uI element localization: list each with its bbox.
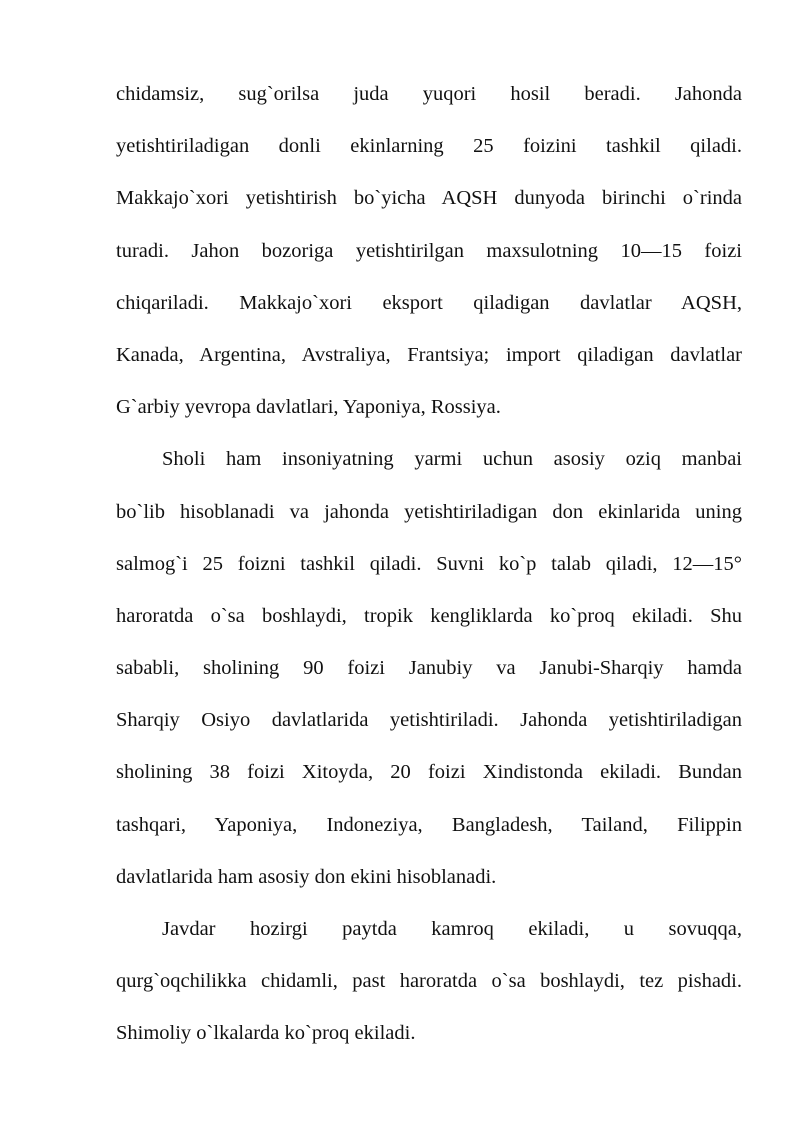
text-line: davlatlarida ham asosiy don ekini hisoblanadi. <box>116 865 497 888</box>
text-line: sababli, sholining 90 foizi Janubiy va Janubi-Sharqiy hamda <box>116 657 742 680</box>
text-line: bo`lib hisoblanadi va jahonda yetishtiriladigan don ekinlarida uning <box>116 500 742 523</box>
paragraph-maize <box>116 68 742 433</box>
text-line: Sholi ham insoniyatning yarmi uchun asosiy oziq manbai <box>162 448 742 471</box>
text-line: Makkajo`xori yetishtirish bo`yicha AQSH dunyoda birinchi o`rinda <box>116 187 742 210</box>
text-line: Shimoliy o`lkalarda ko`proq ekiladi. <box>116 1022 416 1045</box>
text-line: chidamsiz, sug`orilsa juda yuqori hosil beradi. Jahonda <box>116 83 742 105</box>
text-line: Javdar hozirgi paytda kamroq ekiladi, u sovuqqa, <box>162 918 742 940</box>
document-page <box>116 68 742 1060</box>
text-line: yetishtiriladigan donli ekinlarning 25 foizini tashkil qiladi. <box>116 135 742 158</box>
text-line: haroratda o`sa boshlaydi, tropik kengliklarda ko`proq ekiladi. Shu <box>116 604 742 627</box>
text-line: sholining 38 foizi Xitoyda, 20 foizi Xindistonda ekiladi. Bundan <box>116 761 742 784</box>
text-line: tashqari, Yaponiya, Indoneziya, Bangladesh, Tailand, Filippin <box>116 813 742 836</box>
text-line: salmog`i 25 foizni tashkil qiladi. Suvni ko`p talab qiladi, 12—15° <box>116 552 742 575</box>
text-line: G`arbiy yevropa davlatlari, Yaponiya, Rossiya. <box>116 396 501 419</box>
text-line: Sharqiy Osiyo davlatlarida yetishtiriladi. Jahonda yetishtiriladigan <box>116 709 742 732</box>
text-line: Kanada, Argentina, Avstraliya, Frantsiya; import qiladigan davlatlar <box>116 343 742 366</box>
text-line: turadi. Jahon bozoriga yetishtirilgan maxsulotning 10—15 foizi <box>116 239 742 262</box>
paragraph-rice <box>116 433 742 903</box>
paragraph-rye <box>116 903 742 1060</box>
text-line: qurg`oqchilikka chidamli, past haroratda o`sa boshlaydi, tez pishadi. <box>116 970 742 993</box>
text-line: chiqariladi. Makkajo`xori eksport qiladigan davlatlar AQSH, <box>116 291 742 314</box>
